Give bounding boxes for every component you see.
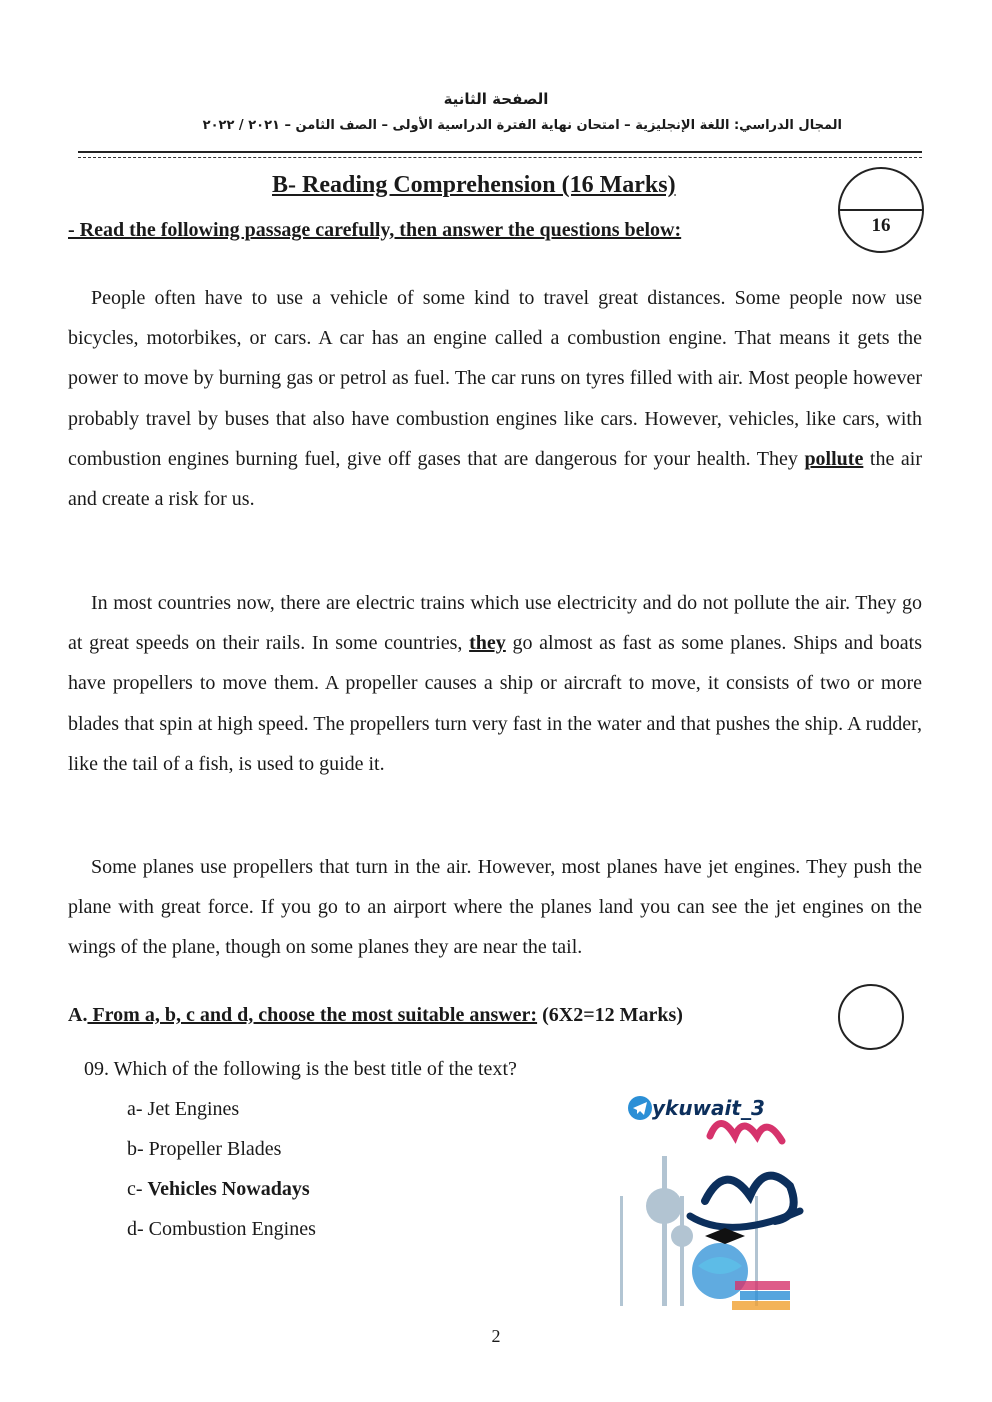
header-rule	[78, 151, 922, 153]
part-a-marks: (6X2=12 Marks)	[537, 1004, 683, 1026]
arabic-page-label: الصفحة الثانية	[443, 90, 549, 108]
part-a-score-circle	[838, 984, 904, 1050]
section-title: B- Reading Comprehension (16 Marks)	[272, 172, 676, 198]
telegram-icon	[628, 1096, 652, 1120]
option-letter: c-	[127, 1178, 148, 1200]
option-letter: b-	[127, 1138, 149, 1160]
section-instruction: - Read the following passage carefully, then answer the questions below:	[68, 219, 682, 241]
p1-text-after: the air and create a risk for us.	[68, 447, 922, 511]
option-a	[127, 1098, 239, 1121]
option-text: Combustion Engines	[148, 1218, 316, 1240]
passage-paragraph-3: Some planes use propellers that turn in the air. However, most planes have jet engines. They push the plane with great force. If you go to an airport where the planes land you can see the jet engines on the wings of the plane, though on some planes they are near the tail.	[68, 856, 922, 959]
p2-text-before: In most countries now, there are electric trains which use electricity and do not pollute the air. They go at great speeds on their rails. In some countries,	[68, 592, 922, 655]
option-c	[127, 1178, 310, 1201]
passage-paragraph-2	[68, 583, 922, 784]
arabic-subject-line: المجال الدراسي: اللغة الإنجليزية – امتحان نهاية الفترة الدراسية الأولى – الصف الثامن – ٢٠٢١ / ٢٠٢٢	[202, 118, 842, 133]
option-text: Jet Engines	[147, 1098, 240, 1120]
option-letter: d-	[127, 1218, 149, 1240]
option-b	[127, 1138, 281, 1161]
score-value: 16	[871, 215, 891, 236]
header-rule-dashed	[78, 157, 922, 158]
part-a-instruction: From a, b, c and d, choose the most suitable answer:	[87, 1004, 538, 1026]
score-circle	[838, 167, 924, 253]
watermark-handle: ykuwait_3	[652, 1096, 765, 1120]
score-divider	[840, 209, 922, 211]
option-text: Propeller Blades	[148, 1138, 282, 1160]
option-d	[127, 1218, 316, 1241]
underlined-word-pollute: pollute	[804, 447, 864, 470]
logo-text-ar: شبكة يالكويت	[718, 1322, 724, 1323]
watermark-art	[600, 1086, 830, 1326]
p2-text-after: go almost as fast as some planes. Ships and boats have propellers to move them. A propeller causes a ship or aircraft to move, it consists of two or more blades that spin at high speed. The propellers turn very fast in the water and that pushes the ship. A rudder, like the tail of a fish, is used to guide it.	[68, 632, 922, 775]
question-09: 09. Which of the following is the best title of the text?	[84, 1058, 517, 1080]
part-a-label: A.	[68, 1004, 88, 1026]
globe-books-icon	[692, 1228, 790, 1310]
underlined-word-they: they	[469, 632, 506, 655]
part-a-heading	[68, 1004, 683, 1027]
watermark-logo	[600, 1086, 830, 1326]
page-number: 2	[491, 1326, 501, 1346]
logo-lettering	[690, 1124, 800, 1228]
passage-paragraph-1	[68, 278, 922, 519]
option-letter: a-	[127, 1098, 148, 1120]
option-text: Vehicles Nowadays	[147, 1178, 310, 1200]
p1-text-before: People often have to use a vehicle of some kind to travel great distances. Some people now use bicycles, motorbikes, or cars. A car has an engine called a combustion engine. That means it gets the power to move by burning gas or petrol as fuel. The car runs on tyres filled with air. Most people however probably travel by buses that also have combustion engines like cars. However, vehicles, like cars, with combustion engines burning fuel, give off gases that are dangerous for your health. They	[68, 287, 922, 470]
